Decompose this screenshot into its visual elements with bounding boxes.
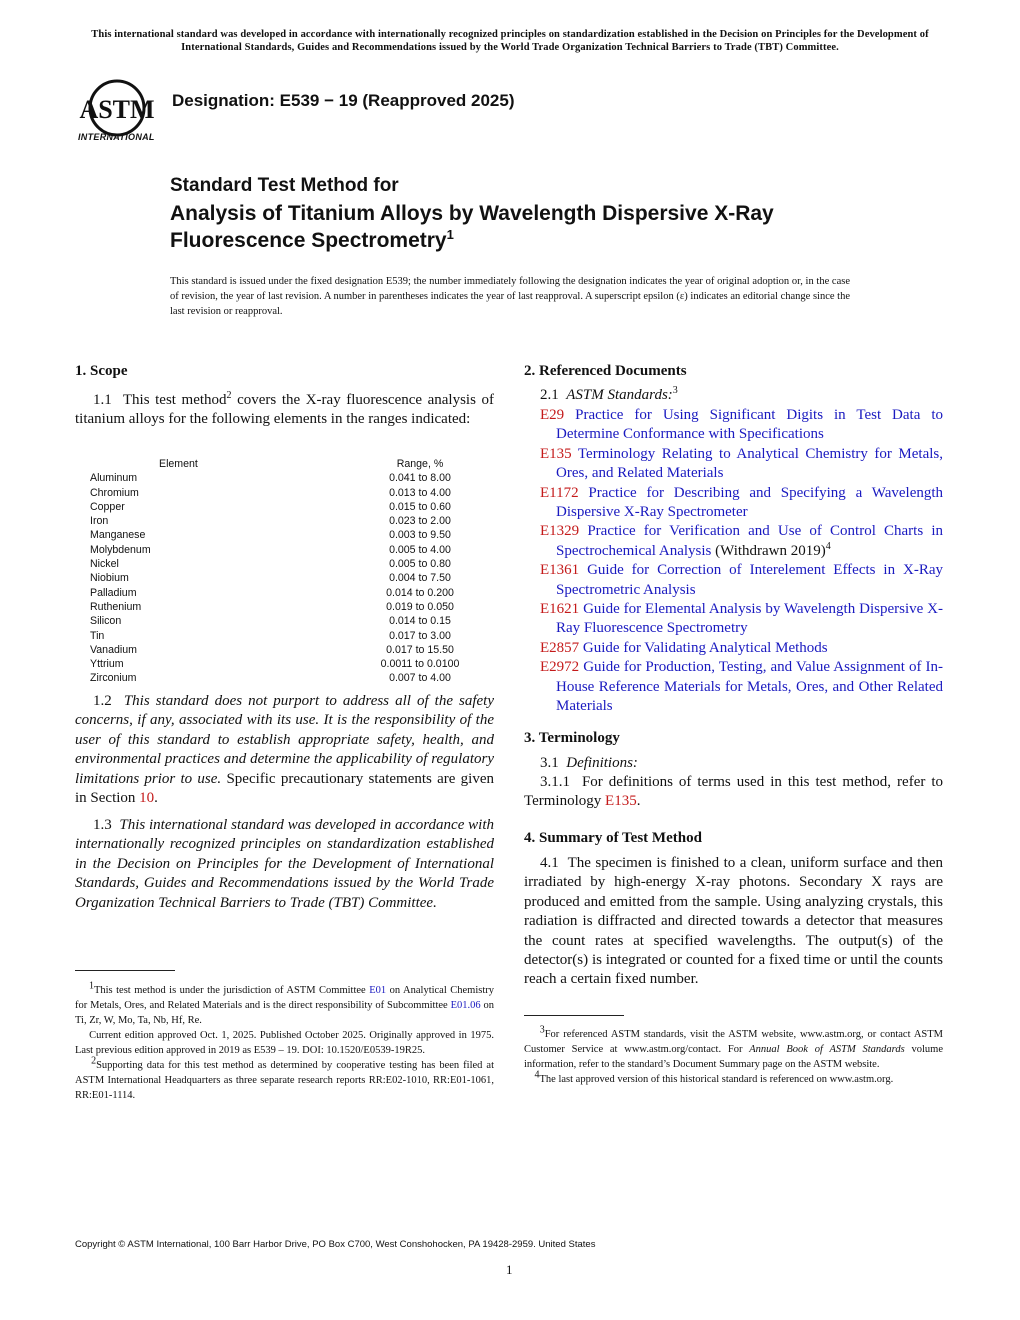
- range-cell: 0.019 to 0.050: [386, 600, 454, 613]
- range-cell: 0.041 to 8.00: [389, 472, 451, 485]
- refs-sub-sup: 3: [672, 385, 678, 396]
- footnotes-left: [75, 980, 495, 1103]
- ref-item: [540, 658, 943, 716]
- copyright: Copyright © ASTM International, 100 Barr Harbor Drive, PO Box C700, West Conshohocken, PA 19428-2959. United States: [75, 1239, 596, 1250]
- scope-p1-a: This test method: [122, 392, 227, 408]
- footnote-3: [524, 1024, 944, 1072]
- element-cell: Tin: [90, 629, 105, 642]
- refs-subheading: [524, 386, 943, 405]
- scope-p1: [75, 391, 494, 430]
- range-cell: 0.017 to 3.00: [389, 629, 451, 642]
- ref-item: [540, 561, 943, 600]
- table-row: [75, 528, 495, 542]
- scope-p2: [75, 692, 494, 808]
- range-cell: 0.005 to 4.00: [389, 543, 451, 556]
- refs-list: [540, 406, 943, 717]
- fn3-italic: Annual Book of ASTM Standards: [749, 1044, 905, 1055]
- ref-code-link[interactable]: E1172: [540, 484, 579, 501]
- range-cell: 0.005 to 0.80: [389, 558, 451, 571]
- table-row: [75, 571, 495, 585]
- ref-title-link[interactable]: Guide for Production, Testing, and Value Assignment of In-House Reference Materials for Metals, Ores, and Other Related Materials: [556, 659, 943, 715]
- element-cell: Manganese: [90, 529, 146, 542]
- title-footnote-mark: 1: [446, 227, 454, 242]
- fn1-d: Current edition approved Oct. 1, 2025. Published October 2025. Originally approved in 1975. Last previous edition approved in 2019 as E539 – 19. DOI: 10.1520/E0539-19R25.: [75, 1030, 494, 1056]
- term-p2-end: .: [636, 793, 641, 810]
- range-cell: 0.023 to 2.00: [389, 515, 451, 528]
- ref-code-link[interactable]: E1361: [540, 562, 580, 579]
- ref-code-link[interactable]: E1329: [540, 523, 580, 540]
- title-main: [170, 200, 870, 254]
- range-cell: 0.017 to 15.50: [386, 643, 454, 656]
- footnote-rule-right: [524, 1015, 624, 1016]
- summary-p1: [524, 854, 943, 990]
- terminology-p1: [524, 754, 943, 773]
- element-cell: Palladium: [90, 586, 137, 599]
- table-body: [75, 471, 495, 685]
- preamble: This standard is issued under the fixed designation E539; the number immediately following the designation indicates the year of original adoption or, in the case of revision, the year of last revision. A number in parentheses indicates the year of last reapproval. A superscript epsilon (ε) indicates an editorial change since the last revision or reapproval.: [170, 276, 850, 317]
- fn1-a: This test method is under the jurisdiction of ASTM Committee: [93, 985, 370, 996]
- scope-p2-num: 1.2: [93, 693, 112, 709]
- ref-code-link[interactable]: E2857: [540, 639, 580, 656]
- table-row: [75, 657, 495, 671]
- fn3-mark: 3: [539, 1024, 545, 1036]
- element-cell: Ruthenium: [90, 600, 142, 613]
- element-cell: Nickel: [90, 558, 119, 571]
- element-cell: Yttrium: [90, 658, 124, 671]
- ref-title-link[interactable]: Practice for Describing and Specifying a Wavelength Dispersive X-Ray Spectrometer: [556, 484, 944, 521]
- table-row: [75, 557, 495, 571]
- element-cell: Molybdenum: [90, 543, 151, 556]
- logo-letters: ASTM: [79, 95, 155, 124]
- terminology-p2: [524, 773, 943, 812]
- range-cell: 0.007 to 4.00: [389, 672, 451, 685]
- scope-p3-italic: This international standard was developed in accordance with internationally recognized principles on standardization established in the Decision on Principles for the Development of International Standards, Guides and Recommendations issued by the World Trade Organization Technical Barriers to Trade (TBT) Committee.: [75, 817, 494, 911]
- footnotes-right: [524, 1024, 944, 1087]
- fn1-b: on Analytical Chemistry for Metals, Ores, and Related Materials and is the direct responsibility of Subcommittee: [75, 985, 495, 1011]
- scope-p2-end: .: [154, 790, 158, 807]
- range-cell: 0.0011 to 0.0100: [380, 658, 460, 671]
- range-cell: 0.004 to 7.50: [389, 572, 451, 585]
- ref-title-link[interactable]: Guide for Validating Analytical Methods: [582, 639, 828, 656]
- ref-code-link[interactable]: E29: [540, 407, 565, 423]
- element-cell: Niobium: [90, 572, 129, 585]
- ref-title-link[interactable]: Terminology Relating to Analytical Chemistry for Metals, Ores, and Related Materials: [556, 445, 943, 482]
- summary-p1-text: The specimen is finished to a clean, uniform surface and then irradiated by high-energy X-ray photons. Secondary X rays are produced and emitted from the sample. Using analyzing crystals, this radiation is diffracted and directed towards a detector that measures the count rates at specified wavelengths. The output(s) of the detector(s) is integrated or counted for a fixed time or until the counts reach a certain fixed number.: [524, 855, 944, 988]
- footnote-1-edition: [75, 1028, 494, 1058]
- element-cell: Vanadium: [90, 643, 137, 656]
- ref-item: [540, 445, 943, 484]
- ref-code-link[interactable]: E135: [540, 445, 572, 462]
- term-p1-num: 3.1: [540, 755, 559, 771]
- ref-suffix: (Withdrawn 2019): [711, 542, 826, 559]
- footnote-rule-left: [75, 970, 175, 971]
- table-row: [75, 600, 495, 614]
- element-cell: Zirconium: [90, 672, 137, 685]
- scope-p3-num: 1.3: [93, 817, 112, 833]
- footnote-2: [75, 1055, 495, 1103]
- footnote-4: [524, 1069, 943, 1087]
- summary-p1-num: 4.1: [540, 855, 559, 871]
- designation: Designation: E539 − 19 (Reapproved 2025): [172, 91, 515, 110]
- element-cell: Chromium: [90, 486, 139, 499]
- range-cell: 0.013 to 4.00: [389, 486, 451, 499]
- term-p1-text: Definitions:: [566, 755, 638, 771]
- refs-heading: 2. Referenced Documents: [524, 363, 687, 379]
- top-note: This international standard was developed in accordance with internationally recognized principles on standardization established in the Decision on Principles for the Development of International Standards, Guides and Recommendations issued by the World Trade Organization Technical Barriers to Trade (TBT) Committee.: [91, 29, 929, 53]
- element-cell: Iron: [90, 515, 109, 528]
- terminology-heading: 3. Terminology: [524, 730, 620, 746]
- page-number: 1: [506, 1262, 513, 1277]
- table-header: [75, 457, 495, 471]
- fn3-b: volume information, refer to the standard’s Document Summary page on the ASTM website.: [524, 1044, 943, 1070]
- summary-heading: 4. Summary of Test Method: [524, 830, 702, 846]
- scope-p3: [75, 816, 494, 913]
- scope-p2-tail: Specific precautionary statements are given in Section: [75, 770, 494, 807]
- table-row: [75, 629, 495, 643]
- logo-wordmark: INTERNATIONAL: [78, 132, 155, 142]
- subcommittee-link[interactable]: E01.06: [450, 1000, 481, 1011]
- ref-code-link[interactable]: E2972: [540, 659, 580, 676]
- fn2-text: Supporting data for this test method as determined by cooperative testing has been filed at ASTM International Headquarters as three separate research reports RR:E02-1010, RR:E01-1061, RR:E01-1114.: [75, 1060, 495, 1101]
- range-cell: 0.014 to 0.15: [389, 615, 451, 628]
- fn2-mark: 2: [91, 1055, 97, 1067]
- element-cell: Copper: [90, 500, 125, 513]
- fn1-mark: 1: [88, 980, 94, 992]
- ref-withdrawn-sup: 4: [825, 540, 831, 552]
- scope-p1-num: 1.1: [93, 392, 112, 408]
- table-row: [75, 486, 495, 500]
- title-line1: Standard Test Method for: [170, 175, 399, 196]
- scope-p2-italic: This standard does not purport to address all of the safety concerns, if any, associated with its use. It is the responsibility of the user of this standard to establish appropriate safety, health, and environmental practices and determine the applicability of regulatory limitations prior to use.: [75, 693, 495, 787]
- section-10-link[interactable]: 10: [139, 790, 155, 807]
- term-p2-num: 3.1.1: [540, 774, 570, 790]
- fn4-mark: 4: [534, 1069, 540, 1081]
- ref-title-link[interactable]: Practice for Using Significant Digits in Test Data to Determine Conformance with Specifications: [556, 407, 943, 443]
- e135-link[interactable]: E135: [605, 793, 637, 810]
- table-row: [75, 514, 495, 528]
- element-cell: Silicon: [90, 615, 122, 628]
- table-row: [75, 614, 495, 628]
- ref-title-link[interactable]: Guide for Elemental Analysis by Wavelength Dispersive X-Ray Fluorescence Spectrometry: [556, 601, 943, 637]
- fn4-text: The last approved version of this historical standard is referenced on www.astm.org.: [539, 1074, 894, 1085]
- table-row: [75, 500, 495, 514]
- ref-code-link[interactable]: E1621: [540, 601, 580, 618]
- table-row: [75, 671, 495, 685]
- ref-title-link[interactable]: Practice for Verification and Use of Control Charts in Spectrochemical Analysis: [556, 523, 943, 559]
- ref-title-link[interactable]: Guide for Correction of Interelement Effects in X-Ray Spectrometric Analysis: [556, 562, 943, 598]
- ref-item: [540, 484, 943, 523]
- table-row: [75, 586, 495, 600]
- ref-item: [540, 639, 943, 658]
- table-row: [75, 543, 495, 557]
- ref-item: [540, 522, 943, 561]
- elements-table: [75, 457, 495, 686]
- col-range-header: Range, %: [396, 458, 444, 470]
- committee-e01-link[interactable]: E01: [369, 985, 387, 996]
- table-row: [75, 643, 495, 657]
- element-cell: Aluminum: [90, 472, 138, 485]
- range-cell: 0.015 to 0.60: [389, 500, 451, 513]
- ref-item: [540, 600, 943, 639]
- ref-item: [540, 406, 943, 445]
- fn1-c: on Ti, Zr, W, Mo, Ta, Nb, Hf, Re.: [75, 1000, 494, 1026]
- title-line2: Analysis of Titanium Alloys by Wavelength Dispersive X-Ray Fluorescence Spectrometry: [170, 202, 774, 252]
- fn3-a: For referenced ASTM standards, visit the ASTM website, www.astm.org, or contact ASTM Customer Service at www.astm.org/contact. For: [524, 1029, 944, 1055]
- range-cell: 0.014 to 0.200: [386, 586, 454, 599]
- col-element-header: Element: [159, 458, 198, 470]
- refs-sub-title: ASTM Standards:: [566, 387, 673, 403]
- scope-heading: 1. Scope: [75, 363, 128, 379]
- term-p2-text: For definitions of terms used in this test method, refer to Terminology: [524, 774, 943, 810]
- table-row: [75, 471, 495, 485]
- scope-p1-sup: 2: [226, 390, 232, 401]
- refs-sub-num: 2.1: [540, 387, 559, 403]
- scope-p1-b: covers the X-ray fluorescence analysis of titanium alloys for the following elements in the ranges indicated:: [75, 392, 495, 428]
- range-cell: 0.003 to 9.50: [389, 529, 451, 542]
- footnote-1: [75, 980, 495, 1028]
